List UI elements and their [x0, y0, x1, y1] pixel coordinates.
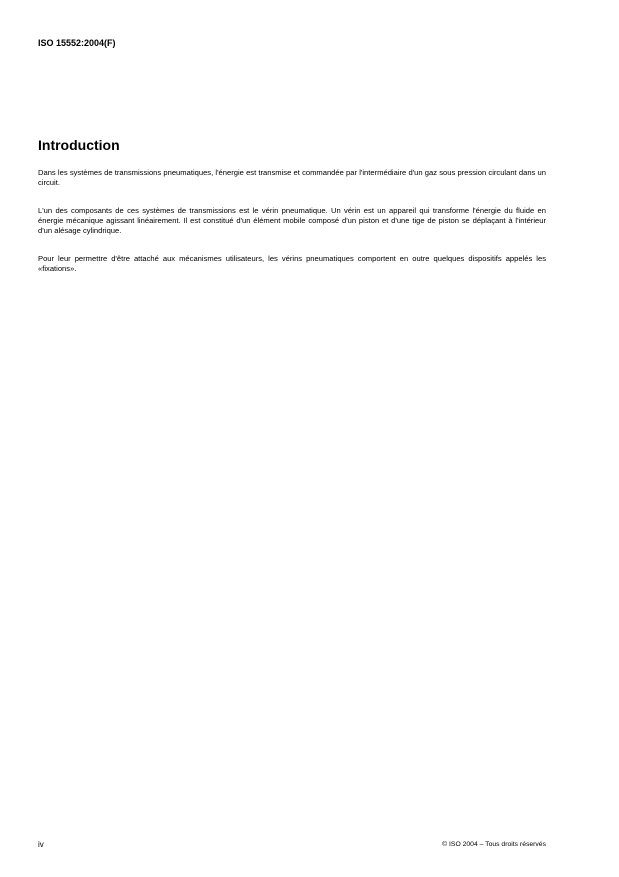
page-number: iv [38, 840, 44, 849]
section-title: Introduction [38, 137, 120, 153]
document-header-id: ISO 15552:2004(F) [38, 38, 116, 48]
paragraph-3: Pour leur permettre d'être attaché aux mécanismes utilisateurs, les vérins pneumatiques comportent en outre quelques dispositifs appelés les «fixations». [38, 254, 546, 274]
paragraph-1: Dans les systèmes de transmissions pneumatiques, l'énergie est transmise et commandée par l'intermédiaire d'un gaz sous pression circulant dans un circuit. [38, 168, 546, 188]
paragraph-2: L'un des composants de ces systèmes de transmissions est le vérin pneumatique. Un vérin est un appareil qui transforme l'énergie du fluide en énergie mécanique agissant linéairement. Il est constitué d'un élément mobile composé d'un piston et d'une tige de piston se déplaçant à l'intérieur d'un alésage cylindrique. [38, 206, 546, 236]
copyright-notice: © ISO 2004 – Tous droits réservés [442, 841, 546, 848]
